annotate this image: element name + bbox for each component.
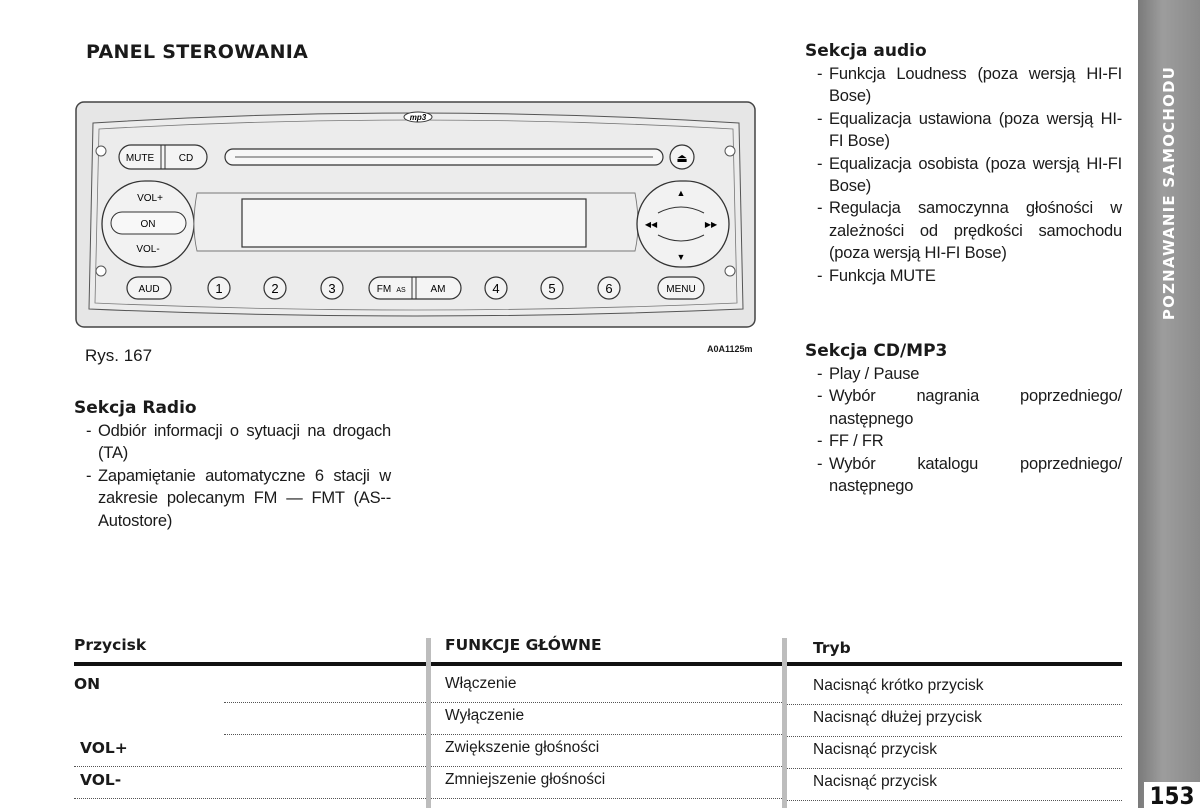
preset-5-button[interactable]: 5 xyxy=(548,281,556,296)
list-item: - Equalizacja osobista (poza wersją HI-FI Bose) xyxy=(817,153,1122,198)
preset-2-button[interactable]: 2 xyxy=(271,281,279,296)
eject-button[interactable]: ⏏ xyxy=(676,151,688,165)
page-title: PANEL STEROWANIA xyxy=(86,41,309,63)
side-tab xyxy=(1138,0,1200,380)
table-header-mode: Tryb xyxy=(813,639,851,657)
list-item: - Play / Pause xyxy=(817,363,1122,385)
row-divider xyxy=(431,702,782,703)
table-cell-function: Zmniejszenie głośności xyxy=(445,771,606,788)
radio-panel-illustration xyxy=(75,101,757,329)
header-rule xyxy=(787,662,1122,666)
preset-6-button[interactable]: 6 xyxy=(605,281,613,296)
table-cell-function: Włączenie xyxy=(445,675,517,692)
list-item: - FF / FR xyxy=(817,430,1122,452)
list-item: - Funkcja MUTE xyxy=(817,265,1122,287)
table-cell-function: Zwiększenie głośności xyxy=(445,739,600,756)
table-cell-function: Wyłączenie xyxy=(445,707,525,724)
row-divider xyxy=(431,766,782,767)
row-divider xyxy=(431,734,782,735)
down-arrow-button[interactable]: ▼ xyxy=(676,252,686,262)
table-cell-mode: Nacisnąć dłużej przycisk xyxy=(813,709,982,726)
fast-forward-button[interactable]: ▶▶ xyxy=(704,220,718,229)
row-divider xyxy=(787,704,1122,705)
table-cell-button: VOL- xyxy=(80,771,122,789)
row-divider xyxy=(787,736,1122,737)
list-item: - Odbiór informacji o sytuacji na drogach (TA) xyxy=(86,420,391,465)
table-cell-mode: Nacisnąć przycisk xyxy=(813,773,938,790)
on-button[interactable]: ON xyxy=(140,219,156,230)
row-divider xyxy=(787,768,1122,769)
section-cdmp3-title: Sekcja CD/MP3 xyxy=(805,341,948,361)
mp3-logo: mp3 xyxy=(409,113,427,122)
mute-button[interactable]: MUTE xyxy=(125,153,155,164)
page-number: 153 xyxy=(1144,782,1200,810)
fm-button[interactable]: FM xyxy=(376,284,392,295)
up-arrow-button[interactable]: ▲ xyxy=(676,188,686,198)
header-rule xyxy=(74,662,426,666)
figure-code: A0A1125m xyxy=(707,344,753,354)
table-header-button: Przycisk xyxy=(74,636,147,654)
list-item: - Wybór katalogu poprzedniego/ następnego xyxy=(817,453,1122,498)
section-audio-list xyxy=(817,63,1122,287)
aud-button[interactable]: AUD xyxy=(138,284,160,295)
section-radio-list xyxy=(86,420,391,532)
list-item: - Wybór nagrania poprzedniego/ następnego xyxy=(817,385,1122,430)
list-item: - Equalizacja ustawiona (poza wersją HI-FI Bose) xyxy=(817,108,1122,153)
row-divider xyxy=(431,798,782,799)
list-item: - Funkcja Loudness (poza wersją HI-FI Bose) xyxy=(817,63,1122,108)
cd-button[interactable]: CD xyxy=(178,153,194,164)
side-tab-label: POZNAWANIE SAMOCHODU xyxy=(1160,65,1178,321)
table-header-functions: FUNKCJE GŁÓWNE xyxy=(445,636,602,654)
table-cell-mode: Nacisnąć krótko przycisk xyxy=(813,677,984,694)
preset-1-button[interactable]: 1 xyxy=(215,281,223,296)
row-divider xyxy=(224,734,426,735)
list-item: - Regulacja samoczynna głośności w zależności od prędkości samochodu (poza wersją HI-FI Bose) xyxy=(817,197,1122,264)
section-radio-title: Sekcja Radio xyxy=(74,398,197,418)
section-audio-title: Sekcja audio xyxy=(805,41,927,61)
as-label: AS xyxy=(396,287,406,294)
rewind-button[interactable]: ◀◀ xyxy=(644,220,658,229)
row-divider xyxy=(787,800,1122,801)
preset-3-button[interactable]: 3 xyxy=(328,281,336,296)
table-cell-button: VOL+ xyxy=(80,739,128,757)
vol-plus-button[interactable]: VOL+ xyxy=(137,193,163,204)
row-divider xyxy=(224,702,426,703)
section-cdmp3-list xyxy=(817,363,1122,497)
header-rule xyxy=(431,662,782,666)
row-divider xyxy=(74,766,426,767)
vol-minus-button[interactable]: VOL- xyxy=(136,244,160,255)
list-item: - Zapamiętanie automatyczne 6 stacji w zakresie polecanym FM — FMT (AS--Autostore) xyxy=(86,465,391,532)
row-divider xyxy=(74,798,426,799)
table-cell-button: ON xyxy=(74,675,101,693)
table-cell-mode: Nacisnąć przycisk xyxy=(813,741,938,758)
menu-button[interactable]: MENU xyxy=(666,284,696,295)
figure-label: Rys. 167 xyxy=(85,346,153,365)
preset-4-button[interactable]: 4 xyxy=(492,281,500,296)
am-button[interactable]: AM xyxy=(430,284,446,295)
